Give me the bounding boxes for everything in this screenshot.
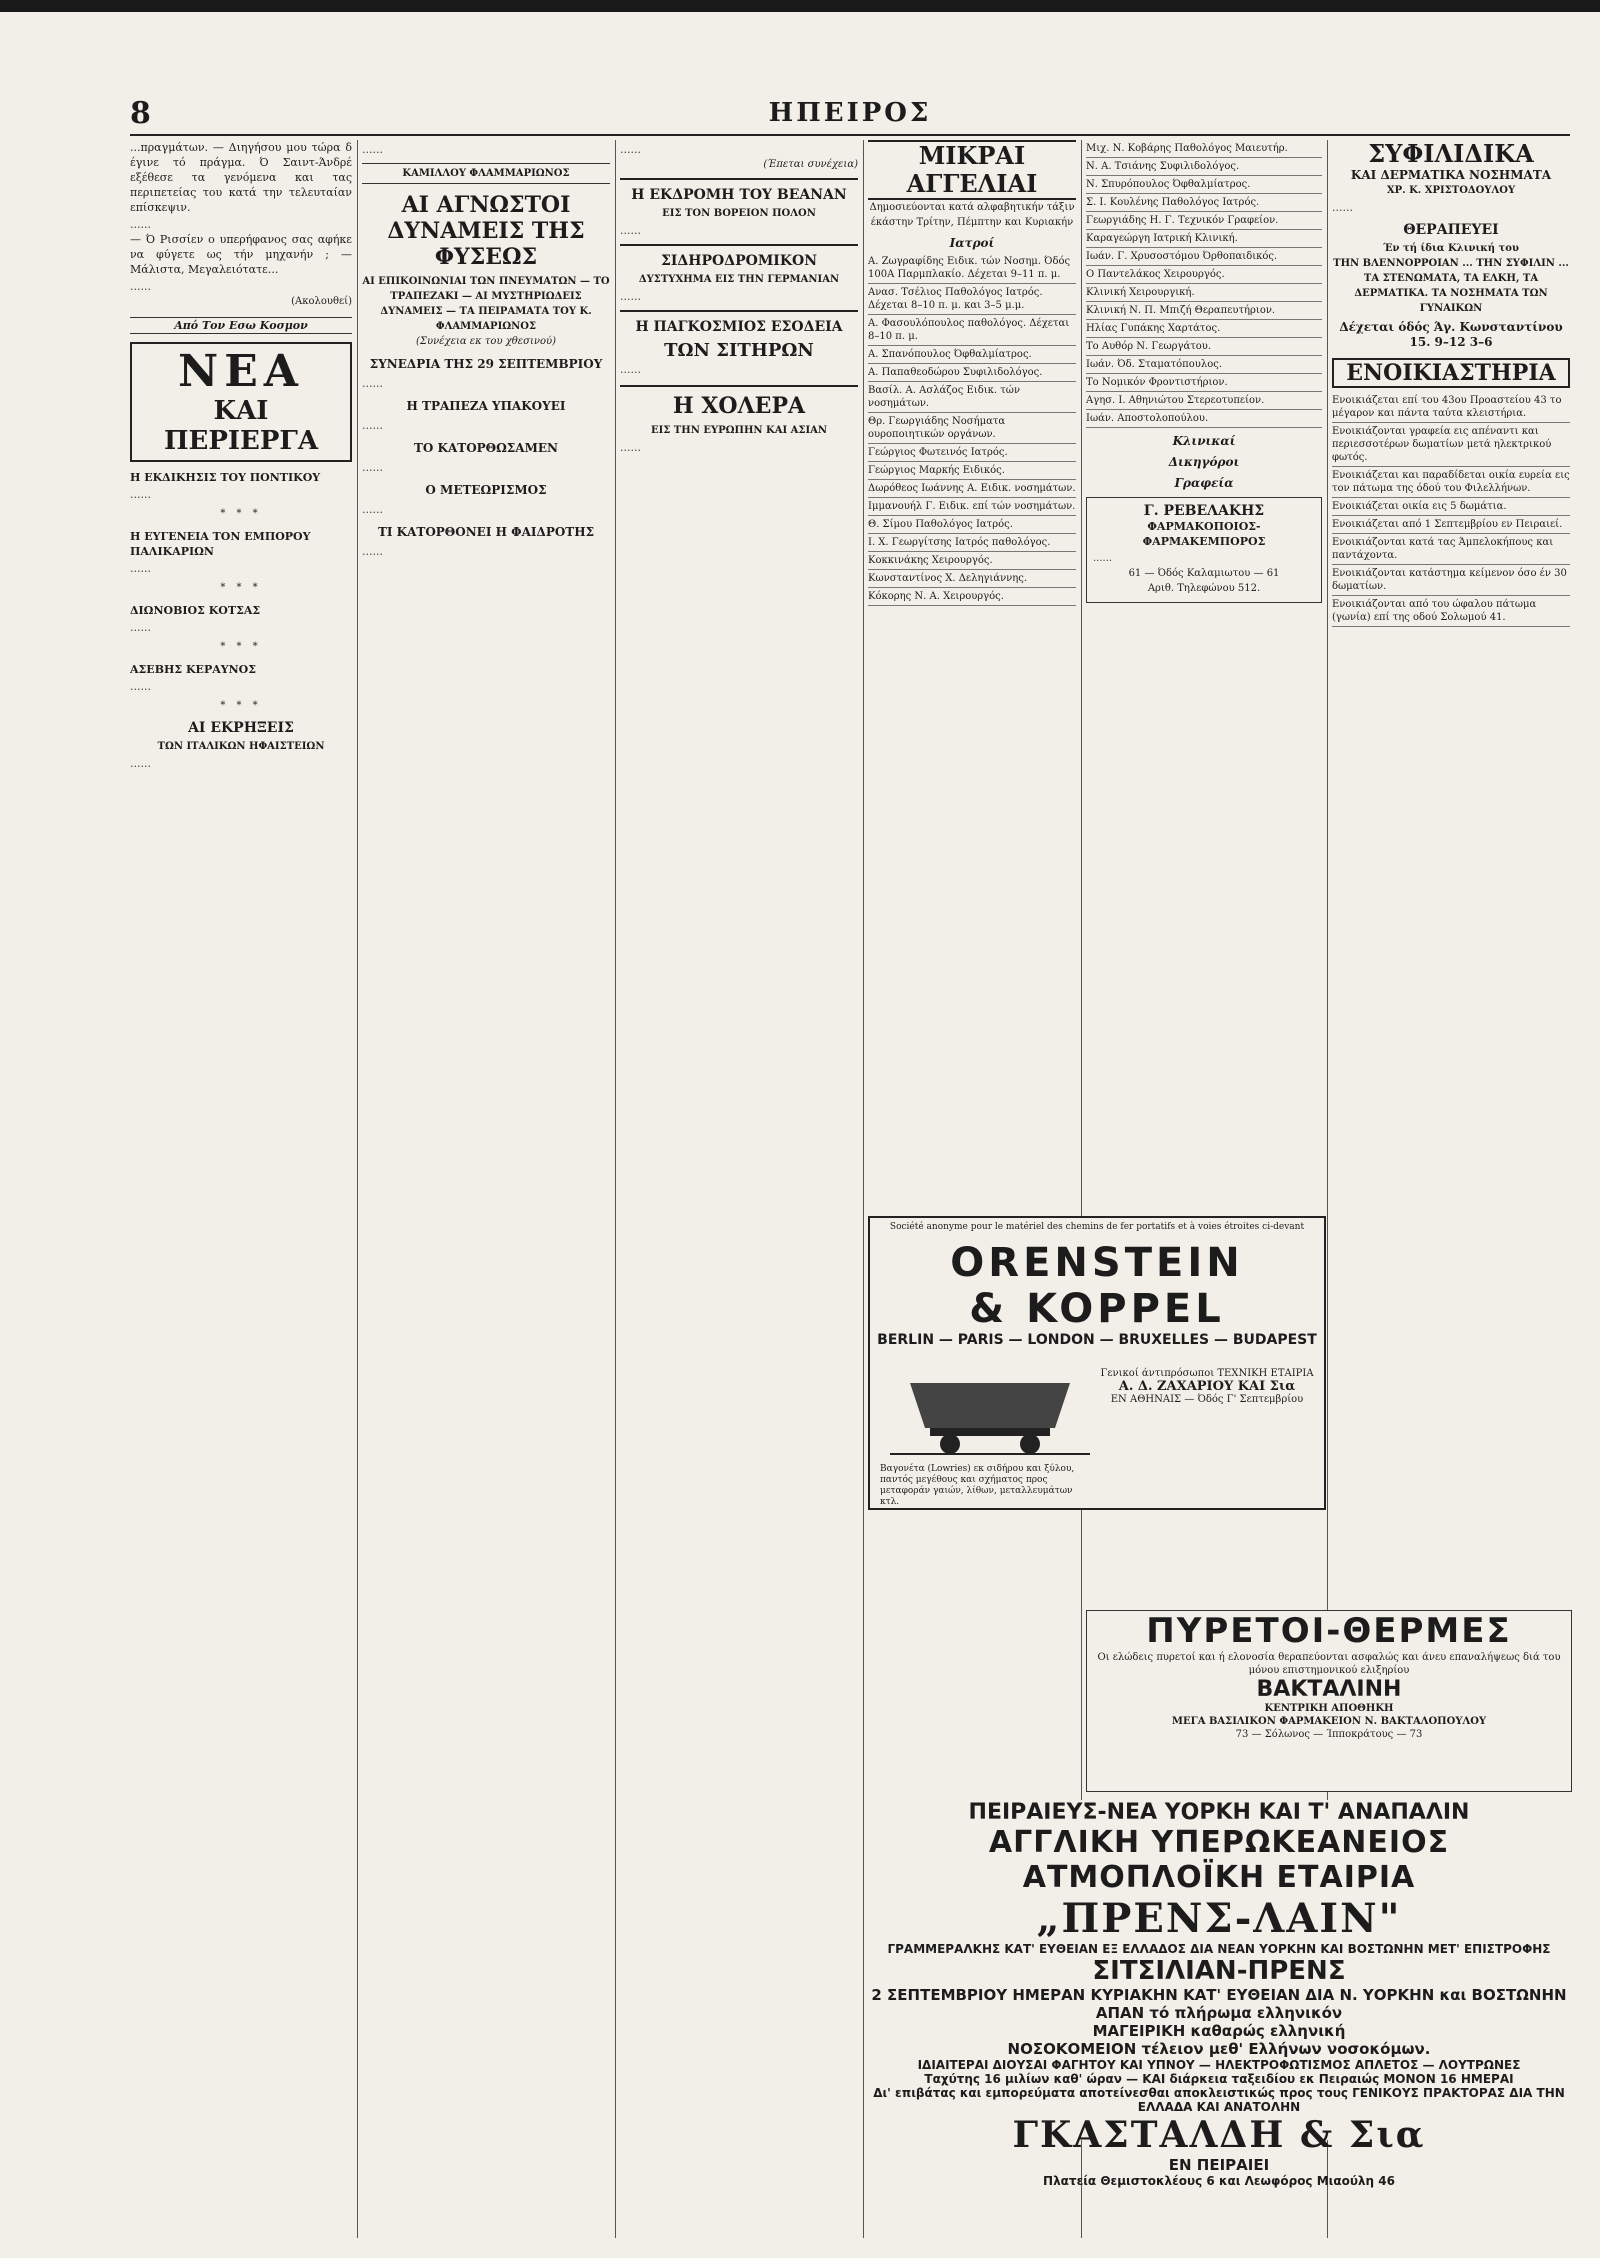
filler-text: ...... [1332, 201, 1353, 214]
agent-name: Α. Δ. ΖΑΧΑΡΙΟΥ ΚΑΙ Σια [1118, 1379, 1296, 1394]
classified-item: Α. Σπανόπουλος Όφθαλμίατρος. [868, 346, 1076, 364]
pharmacy-subtitle: ΦΑΡΜΑΚΟΠΟΙΟΣ-ΦΑΡΜΑΚΕΜΠΟΡΟΣ [1142, 520, 1266, 548]
rentals-heading: ΕΝΟΙΚΙΑΣΤΗΡΙΑ [1332, 358, 1570, 388]
column-6 [1332, 140, 1570, 1208]
classified-item: Γεώργιος Μαρκής Ειδικός. [868, 462, 1076, 480]
ad-brand: ORENSTEIN [950, 1240, 1244, 1286]
newspaper-title: ΗΠΕΙΡΟΣ [768, 98, 932, 128]
continuation-note: (Συνέχεια εκ του χθεσινού) [416, 336, 556, 347]
news-subheading: ΤΩΝ ΙΤΑΛΙΚΩΝ ΗΦΑΙΣΤΕΙΩΝ [157, 741, 325, 752]
steamship-kitchen: ΜΑΓΕΙΡΙΚΗ καθαρώς ελληνική [1092, 2022, 1346, 2040]
ad-hours: Δέχεται όδός Άγ. Κωνσταντίνου 15. 9–12 3–6 [1339, 320, 1563, 349]
classified-list [1086, 140, 1322, 428]
news-heading: ΔΙΩΝΟΒΙΟΣ ΚΟΤΣΑΣ [130, 604, 261, 617]
masthead [130, 96, 1570, 132]
classified-item: Ανασ. Τσέλιος Παθολόγος Ιατρός. Δέχεται 8–10 π. μ. και 3–5 μ.μ. [868, 284, 1076, 315]
column-2 [362, 140, 610, 2238]
steamship-note: ΓΡΑΜΜΕΡΑΛΚΗΣ ΚΑΤ' ΕΥΘΕΙΑΝ ΕΞ ΕΛΛΑΔΟΣ ΔΙΑ ΝΕΑΝ ΥΟΡΚΗΝ ΚΑΙ ΒΟΣΤΩΝΗΝ ΜΕΤ' ΕΠΙΣΤΡΟΦΗΣ [887, 1942, 1551, 1956]
steamship-agency: Δι' επιβάτας και εμπορεύματα αποτείνεσθαι αποκλειστικώς προς τους ΓΕΝΙΚΟΥΣ ΠΡΑΚΤΟΡΑΣ ΔΙΑ ΤΗΝ ΕΛΛΑΔΑ ΚΑΙ ΑΝΑΤΟΛΗΝ [873, 2086, 1565, 2114]
section-heading: Ο ΜΕΤΕΩΡΙΣΜΟΣ [425, 483, 547, 497]
classified-item: Γεωργιάδης Η. Γ. Τεχνικόν Γραφείον. [1086, 212, 1322, 230]
news-heading: Η ΧΟΛΕΡΑ [620, 385, 858, 419]
column-5-classifieds [1086, 140, 1322, 1208]
section-heading: Η ΤΡΑΠΕΖΑ ΥΠΑΚΟΥΕΙ [406, 399, 566, 413]
nea-subtitle: ΚΑΙ ΠΕΡΙΕΡΓΑ [163, 396, 319, 456]
section-heading: ΤΙ ΚΑΤΟΡΘΟΝΕΙ Η ΦΑΙΔΡΟΤΗΣ [377, 525, 595, 539]
classified-item: Αγησ. Ι. Αθηνιώτου Στερεοτυπείον. [1086, 392, 1322, 410]
column-3 [620, 140, 858, 2238]
ad-intro: Société anonyme pour le matériel des chemins de fer portatifs et à voies étroites ci-devant [889, 1222, 1305, 1232]
category-label: Δικηγόροι [1168, 455, 1240, 469]
filler-text: ...... [130, 680, 151, 693]
wagon-illustration-icon [890, 1368, 1090, 1458]
classifieds-title: ΜΙΚΡΑΙ ΑΓΓΕΛΙΑΙ [868, 140, 1076, 200]
pyretoi-title: ΠΥΡΕΤΟΙ-ΘΕΡΜΕΣ [1146, 1611, 1512, 1651]
category-label: Ιατροί [949, 236, 995, 250]
classified-item: Γεώργιος Φωτεινός Ιατρός. [868, 444, 1076, 462]
column-1: ...πραγμάτων. — Διηγήσου μου τώρα δ έγινε τό πράγμα. Ό Σαιντ-Άνδρέ εξέθεσε τα γενόμενα και τας περιπετείας του κατά την τελευταίαν επίσκεψιν. ...... — Ό Ρισσίεν ο υπερήφανος σας αφήκε να φύγετε ως τήν μηχανήν ; — Μάλιστα, Μεγαλειότατε... ...... (Ακολουθεί) Από Τον Εσω Κοσμον ΝΕΑ ΚΑΙ ΠΕΡΙΕΡΓΑ Η ΕΚΔΙΚΗΣΙΣ ΤΟΥ ΠΟΝΤΙΚΟΥ ...... * * * Η ΕΥΓΕΝΕΙΑ ΤΟΝ ΕΜΠΟΡΟΥ ΠΑΛΙΚΑΡΙΩΝ ...... * * * ΔΙΩΝΟΒΙΟΣ ΚΟΤΣΑΣ ...... * * * ΑΣΕΒΗΣ ΚΕΡΑΥΝΟΣ ...... * * * ΑΙ ΕΚΡΗΞΕΙΣ ΤΩΝ ΙΤΑΛΙΚΩΝ ΗΦΑΙΣΤΕΙΩΝ ...... [130, 141, 352, 770]
section-heading: ΤΟ ΚΑΤΟΡΘΩΣΑΜΕΝ [413, 441, 559, 455]
classified-item: Μιχ. Ν. Κοβάρης Παθολόγος Μαιευτήρ. [1086, 140, 1322, 158]
steamship-name: ΣΙΤΣΙΛΙΑΝ-ΠΡΕΝΣ [1092, 1956, 1346, 1986]
filler-text: ...... [620, 290, 641, 303]
classified-item: Το Αυθόρ Ν. Γεωργάτου. [1086, 338, 1322, 356]
news-subheading: ΤΩΝ ΣΙΤΗΡΩΝ [664, 340, 814, 361]
pyretoi-central: ΚΕΝΤΡΙΚΗ ΑΠΟΘΗΚΗ [1264, 1703, 1394, 1714]
classified-item: Κωνσταντίνος Χ. Δεληγιάννης. [868, 570, 1076, 588]
wagon-description: Βαγονέτα (Lowries) εκ σιδήρου και ξύλου, παντός μεγέθους και σχήματος προς μεταφοράν γαιών, λίθων, μεταλλευμάτων κτλ. [880, 1464, 1075, 1507]
rental-item: Ενοικιάζεται και παραδίδεται οικία ευρεία εις τον πάτωμα της όδού του Φιλελλήνων. [1332, 467, 1570, 498]
steamship-speed: Ταχύτης 16 μιλίων καθ' ώραν — ΚΑΙ διάρκεια ταξειδίου εκ Πειραιώς ΜΟΝΟΝ 16 ΗΜΕΡΑΙ [924, 2072, 1514, 2086]
filler-text: ...... [362, 143, 383, 156]
news-heading: ΑΣΕΒΗΣ ΚΕΡΑΥΝΟΣ [130, 663, 257, 676]
filler-text: ...... [620, 441, 641, 454]
rental-item: Ενοικιάζεται επί του 43ου Προαστείου 43 το μέγαρον και πάντα ταύτα κλειστήρια. [1332, 392, 1570, 423]
filler-text: ...... [362, 419, 383, 432]
article-title: ΑΙ ΑΓΝΩΣΤΟΙ ΔΥΝΑΜΕΙΣ ΤΗΣ ΦΥΣΕΩΣ [387, 192, 585, 270]
steamship-ad [868, 1800, 1570, 2188]
ad-agent [1100, 1368, 1314, 1405]
news-subheading: ΔΥΣΤΥΧΗΜΑ ΕΙΣ ΤΗΝ ΓΕΡΜΑΝΙΑΝ [638, 274, 840, 285]
classified-item: Βασίλ. Α. Ασλάζος Ειδικ. τών νοσημάτων. [868, 382, 1076, 413]
ad-heading: ΘΕΡΑΠΕΥΕΙ [1403, 222, 1499, 238]
filler-text: ...... [130, 562, 151, 575]
steamship-address: Πλατεία Θεμιστοκλέους 6 και Λεωφόρος Μιαούλη 46 [1043, 2174, 1395, 2188]
news-heading: Η ΕΥΓΕΝΕΙΑ ΤΟΝ ΕΜΠΟΡΟΥ ΠΑΛΙΚΑΡΙΩΝ [130, 530, 311, 558]
pharmacy-phone: Αριθ. Τηλεφώνου 512. [1147, 583, 1261, 594]
classified-item: Το Νομικόν Φροντιστήριον. [1086, 374, 1322, 392]
classified-item: Θρ. Γεωργιάδης Νοσήματα ουροποιητικών οργάνων. [868, 413, 1076, 444]
filler-text: ...... [130, 218, 151, 231]
nea-banner [130, 342, 352, 462]
classified-item: Κλινική Ν. Π. Μπιζή Θεραπευτήριον. [1086, 302, 1322, 320]
column-divider [863, 140, 864, 2238]
classified-item: Α. Ζωγραφίδης Ειδικ. τών Νοσημ. Όδός 100Α Παρμπλακίο. Δέχεται 9–11 π. μ. [868, 253, 1076, 284]
pyretoi-text: Οι ελώδεις πυρετοί και ή ελονοσία θεραπεύονται ασφαλώς και άνευ επαναλήψεως διά του μόνου επιστημονικού ελιξηρίου [1097, 1652, 1561, 1676]
classified-item: Σ. Ι. Κουλένης Παθολόγος Ιατρός. [1086, 194, 1322, 212]
article-author: ΚΑΜΙΛΛΟΥ ΦΛΑΜΜΑΡΙΩΝΟΣ [362, 163, 610, 184]
ad-title: ΣΥΦΙΛΙΔΙΚΑ [1368, 140, 1534, 168]
pyretoi-product: ΒΑΚΤΑΛΙΝΗ [1256, 1677, 1402, 1702]
steamship-route: ΠΕΙΡΑΙΕΥΣ-ΝΕΑ ΥΟΡΚΗ ΚΑΙ Τ' ΑΝΑΠΑΛΙΝ [968, 1800, 1470, 1825]
classified-item: Ο Παντελάκος Χειρουργός. [1086, 266, 1322, 284]
steamship-crew: ΑΠΑΝ τό πλήρωμα ελληνικόν [1095, 2004, 1343, 2022]
classified-item: Καραγεώργη Ιατρική Κλινική. [1086, 230, 1322, 248]
classified-item: Ι. Χ. Γεωργίτσης Ιατρός παθολόγος. [868, 534, 1076, 552]
steamship-amenities: ΙΔΙΑΙΤΕΡΑΙ ΔΙΟΥΣΑΙ ΦΑΓΗΤΟΥ ΚΑΙ ΥΠΝΟΥ — ΗΛΕΚΤΡΟΦΩΤΙΣΜΟΣ ΑΠΛΕΤΟΣ — ΛΟΥΤΡΩΝΕΣ [917, 2058, 1521, 2072]
continued-note: (Ακολουθεί) [291, 296, 352, 307]
column-divider [615, 140, 616, 2238]
steamship-company: ΑΓΓΛΙΚΗ ΥΠΕΡΩΚΕΑΝΕΙΟΣ ΑΤΜΟΠΛΟΪΚΗ ΕΤΑΙΡΙΑ [988, 1825, 1450, 1895]
classified-item: Ιωάν. Όδ. Σταματόπουλος. [1086, 356, 1322, 374]
steamship-agents: ΓΚΑΣΤΑΛΔΗ & Σια [1012, 2114, 1426, 2156]
pharmacy-title: Γ. ΡΕΒΕΛΑΚΗΣ [1143, 503, 1265, 519]
classified-item: Ιωάν. Αποστολοπούλου. [1086, 410, 1322, 428]
steamship-line: „ΠΡΕΝΣ-ΛΑΙΝ" [1036, 1895, 1402, 1942]
article-text: ...πραγμάτων. — Διηγήσου μου τώρα δ έγινε τό πράγμα. Ό Σαιντ-Άνδρέ εξέθεσε τα γενόμενα και τας περιπετείας του κατά την τελευταίαν επίσκεψιν. [130, 141, 352, 214]
classified-item: Ν. Α. Τσιάνης Συφιλιδολόγος. [1086, 158, 1322, 176]
classified-item: Δωρόθεος Ιωάννης Α. Ειδικ. νοσημάτων. [868, 480, 1076, 498]
rental-item: Ενοικιάζονται από του ώφαλου πάτωμα (γωνία) επί της οδού Σολωμού 41. [1332, 596, 1570, 627]
classified-item: Κοκκινάκης Χειρουργός. [868, 552, 1076, 570]
ad-cities: BERLIN — PARIS — LONDON — BRUXELLES — BUDAPEST [877, 1332, 1317, 1348]
news-subheading: ΕΙΣ ΤΟΝ ΒΟΡΕΙΟΝ ΠΟΛΟΝ [662, 208, 816, 219]
ad-subheading: Έν τή ίδια Κλινική του [1383, 243, 1519, 254]
filler-text: ...... [620, 224, 641, 237]
nea-title: ΝΕΑ [178, 346, 304, 397]
continued-note: (Έπεται συνέχεια) [763, 159, 858, 170]
article-text: — Ό Ρισσίεν ο υπερήφανος σας αφήκε να φύγετε ως τήν μηχανήν ; — Μάλιστα, Μεγαλειότατε... [130, 233, 352, 276]
pyretoi-ad [1086, 1610, 1572, 1792]
news-heading: ΣΙΔΗΡΟΔΡΟΜΙΚΟΝ [620, 244, 858, 270]
filler-text: ...... [130, 621, 151, 634]
pharmacy-address: 61 — Όδός Καλαμιωτου — 61 [1128, 568, 1280, 579]
news-subheading: ΕΙΣ ΤΗΝ ΕΥΡΩΠΗΝ ΚΑΙ ΑΣΙΑΝ [650, 425, 828, 436]
ad-doctor: ΧΡ. Κ. ΧΡΙΣΤΟΔΟΥΛΟΥ [1386, 185, 1516, 196]
pyretoi-pharmacy: ΜΕΓΑ ΒΑΣΙΛΙΚΟΝ ΦΑΡΜΑΚΕΙΟΝ Ν. ΒΑΚΤΑΛΟΠΟΥΛΟΥ [1171, 1716, 1487, 1727]
article-subtitle: ΑΙ ΕΠΙΚΟΙΝΩΝΙΑΙ ΤΩΝ ΠΝΕΥΜΑΤΩΝ — ΤΟ ΤΡΑΠΕΖΑΚΙ — ΑΙ ΜΥΣΤΗΡΙΩΔΕΙΣ ΔΥΝΑΜΕΙΣ — ΤΑ ΠΕΙΡΑΜΑΤΑ ΤΟΥ Κ. ΦΛΑΜΜΑΡΙΩΝΟΣ [362, 276, 610, 332]
steamship-departure: 2 ΣΕΠΤΕΜΒΡΙΟΥ ΗΜΕΡΑΝ ΚΥΡΙΑΚΗΝ ΚΑΤ' ΕΥΘΕΙΑΝ ΔΙΑ Ν. ΥΟΡΚΗΝ και ΒΟΣΤΩΝΗΝ [871, 1986, 1567, 2004]
filler-text: ...... [130, 757, 151, 770]
category-label: Γραφεία [1174, 476, 1234, 490]
masthead-rule [130, 134, 1570, 136]
filler-text: ...... [130, 280, 151, 293]
news-heading: ΑΙ ΕΚΡΗΞΕΙΣ [188, 720, 294, 736]
category-label: Κλινικαί [1172, 434, 1236, 448]
classified-item: Κόκορης Ν. Α. Χειρουργός. [868, 588, 1076, 606]
classified-item: Θ. Σίμου Παθολόγος Ιατρός. [868, 516, 1076, 534]
steamship-hospital: ΝΟΣΟΚΟΜΕΙΟΝ τέλειον μεθ' Ελλήνων νοσοκόμων. [1007, 2040, 1431, 2058]
ad-list: ΤΗΝ ΒΛΕΝΝΟΡΡΟΙΑΝ ... ΤΗΝ ΣΥΦΙΛΙΝ ... ΤΑ ΣΤΕΝΩΜΑΤΑ, ΤΑ ΕΛΚΗ, ΤΑ ΔΕΡΜΑΤΙΚΑ. ΤΑ ΝΟΣΗΜΑΤΑ ΤΩΝ ΓΥΝΑΙΚΩΝ [1333, 258, 1569, 314]
news-heading: Η ΕΚΔΡΟΜΗ ΤΟΥ ΒΕΑΝΑΝ [620, 178, 858, 204]
classified-item: Κλινική Χειρουργική. [1086, 284, 1322, 302]
classified-item: Ηλίας Γυπάκης Χαρτάτος. [1086, 320, 1322, 338]
rentals-list [1332, 392, 1570, 627]
classified-item: Α. Παπαθεοδώρου Συφιλιδολόγος. [868, 364, 1076, 382]
agent-address: ΕΝ ΑΘΗΝΑΙΣ — Όδός Γ' Σεπτεμβρίου [1110, 1394, 1304, 1405]
filler-text: ...... [130, 488, 151, 501]
filler-text: ...... [362, 461, 383, 474]
pharmacy-ad [1086, 497, 1322, 603]
classified-item: Ιωάν. Γ. Χρυσοστόμου Όρθοπαιδικός. [1086, 248, 1322, 266]
filler-text: ...... [620, 363, 641, 376]
rental-item: Ενοικιάζεται από 1 Σεπτεμβρίου εν Πειραιεί. [1332, 516, 1570, 534]
news-heading: Η ΠΑΓΚΟΣΜΙΟΣ ΕΣΟΔΕΙΑ [620, 310, 858, 336]
ad-brand-2: & KOPPEL [969, 1286, 1225, 1332]
classified-list [868, 253, 1076, 606]
steamship-city: ΕΝ ΠΕΙΡΑΙΕΙ [1168, 2156, 1270, 2174]
orenstein-koppel-ad [868, 1216, 1326, 1510]
classified-item: Α. Φασουλόπουλος παθολόγος. Δέχεται 8–10 π. μ. [868, 315, 1076, 346]
filler-text: ...... [620, 143, 641, 156]
filler-text: ...... [1093, 553, 1113, 564]
rental-item: Ενοικιάζεται οικία εις 5 δωμάτια. [1332, 498, 1570, 516]
session-heading: ΣΥΝΕΔΡΙΑ ΤΗΣ 29 ΣΕΠΤΕΜΒΡΙΟΥ [369, 357, 603, 371]
filler-text: ...... [362, 545, 383, 558]
top-dark-band [0, 0, 1600, 12]
filler-text: ...... [362, 377, 383, 390]
section-rubric: Από Τον Εσω Κοσμον [130, 317, 352, 334]
classified-item: Ν. Σπυρόπουλος Όφθαλμίατρος. [1086, 176, 1322, 194]
ad-subtitle: ΚΑΙ ΔΕΡΜΑΤΙΚΑ ΝΟΣΗΜΑΤΑ [1350, 168, 1552, 182]
classifieds-subtitle: Δημοσιεύονται κατά αλφαβητικήν τάξιν έκάστην Τρίτην, Πέμπτην και Κυριακήν [869, 202, 1075, 228]
agent-title: Γενικοί άντιπρόσωποι ΤΕΧΝΙΚΗ ΕΤΑΙΡΙΑ [1100, 1368, 1314, 1379]
classified-item: Ιμμανουήλ Γ. Ειδικ. επί τών νοσημάτων. [868, 498, 1076, 516]
news-heading: Η ΕΚΔΙΚΗΣΙΣ ΤΟΥ ΠΟΝΤΙΚΟΥ [130, 471, 321, 484]
rental-item: Ενοικιάζονται γραφεία εις απέναντι και περιεσσοτέρων δωματίων μετά ηλεκτρικού φωτός. [1332, 423, 1570, 467]
column-4-classifieds [868, 140, 1076, 1208]
filler-text: ...... [362, 503, 383, 516]
column-divider [357, 140, 358, 2238]
pyretoi-address: 73 — Σόλωνος — Ίπποκράτους — 73 [1235, 1729, 1423, 1740]
rental-item: Ενοικιάζονται κατάστημα κείμενον όσο έν 30 δωματίων. [1332, 565, 1570, 596]
rental-item: Ενοικιάζονται κατά τας Άμπελοκήπους και παντάχοντα. [1332, 534, 1570, 565]
page-number: 8 [130, 96, 151, 131]
